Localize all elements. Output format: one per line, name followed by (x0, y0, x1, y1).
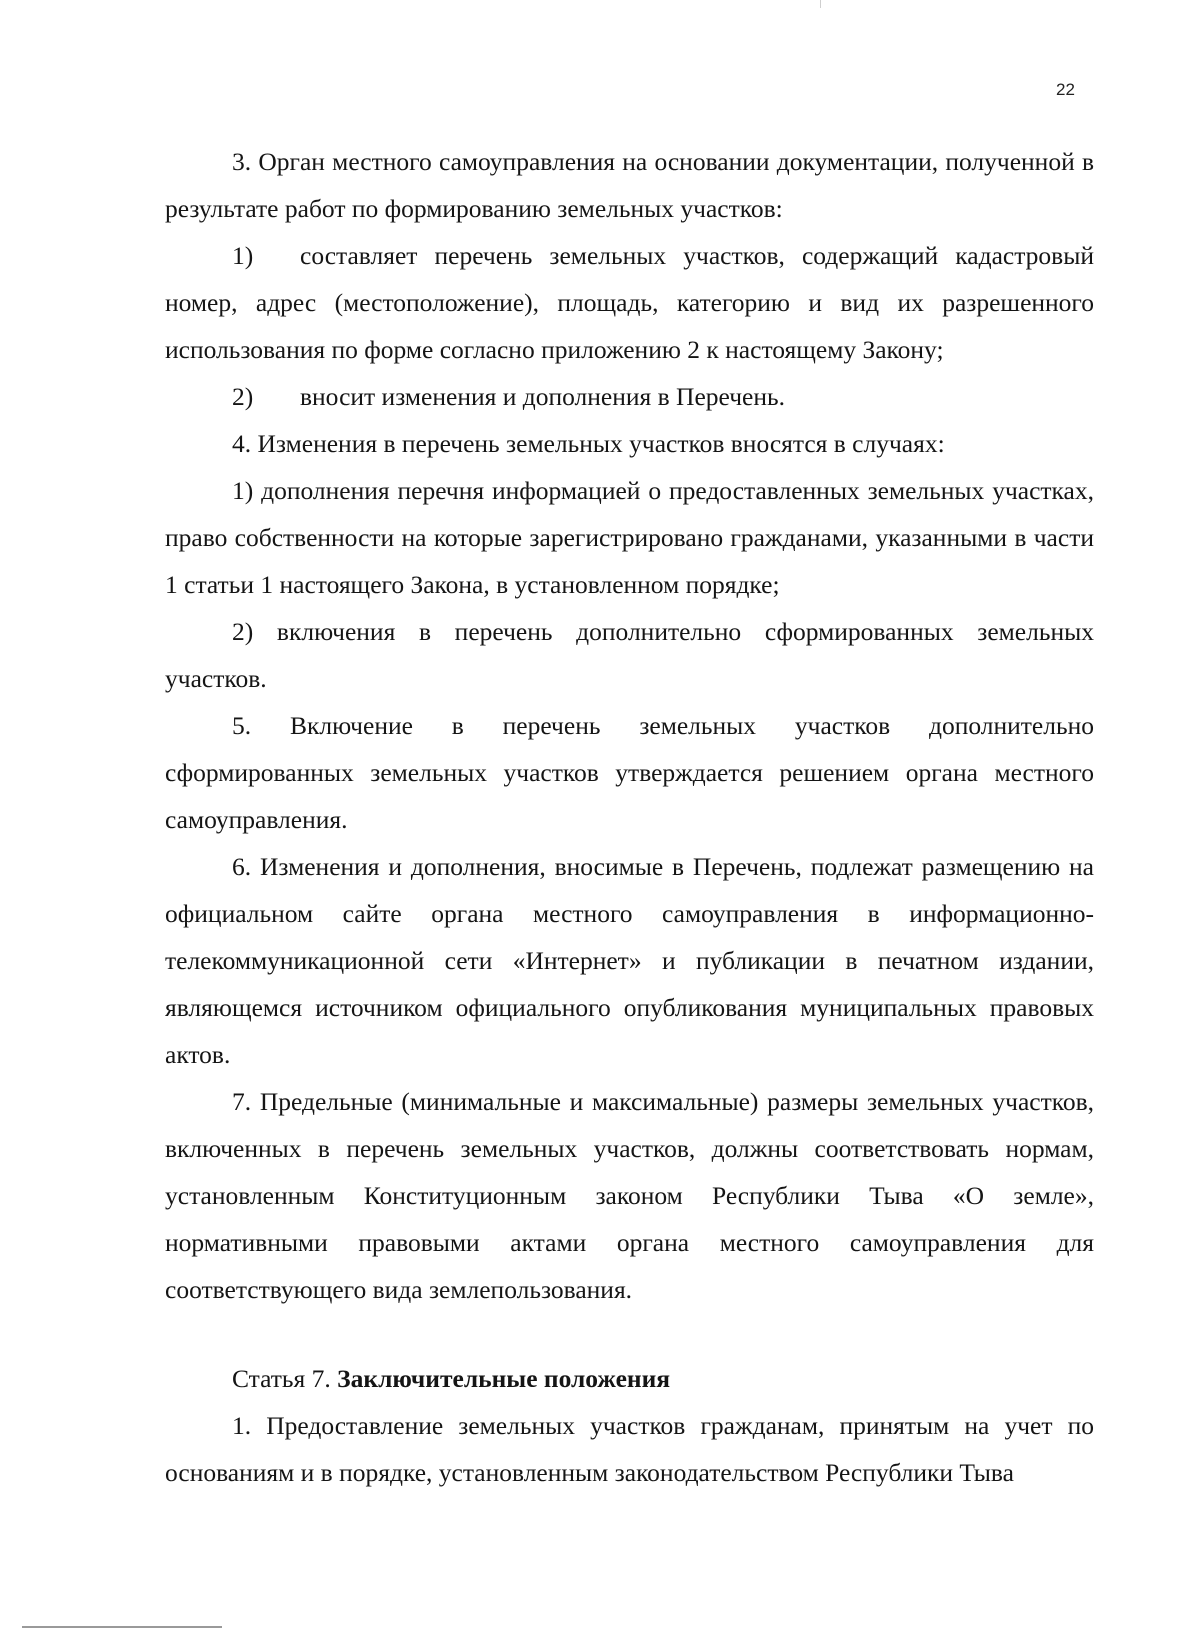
paragraph-text: 7. Предельные (минимальные и максимальные) размеры земельных участков, включенных в перечень земельных участков, должны соответствовать нормам, установленным Конституционным законом Республики Тыва «О земле», нормативными правовыми актами органа местного самоуправления для соответствующего вида землепользования. (165, 1087, 1094, 1304)
paragraph-text: 1. Предоставление земельных участков гражданам, принятым на учет по основаниям и в порядке, установленным законодательством Республики Тыва (165, 1411, 1094, 1487)
paragraph-text: вносит изменения и дополнения в Перечень. (300, 382, 785, 411)
list-number: 2) (232, 382, 254, 411)
paragraph-5 (165, 702, 1094, 843)
paragraph-text: 6. Изменения и дополнения, вносимые в Перечень, подлежат размещению на официальном сайте органа местного самоуправления в информационно-телекоммуникационной сети «Интернет» и публикации в печатном издании, являющемся источником официального опубликования муниципальных правовых актов. (165, 852, 1094, 1069)
paragraph-7 (165, 1078, 1094, 1313)
paragraph-3-item-2 (165, 373, 1094, 420)
article-title: Заключительные положения (337, 1364, 671, 1393)
scan-artifact-top (820, 0, 821, 8)
paragraph-text: 2) включения в перечень дополнительно сформированных земельных участков. (165, 617, 1094, 693)
paragraph-text: 3. Орган местного самоуправления на основании документации, полученной в результате работ по формированию земельных участков: (165, 147, 1094, 223)
paragraph-3-item-1 (165, 232, 1094, 373)
scan-artifact-bottom (22, 1626, 222, 1628)
paragraph-text: 1) дополнения перечня информацией о предоставленных земельных участках, право собственности на которые зарегистрировано гражданами, указанными в части 1 статьи 1 настоящего Закона, в установленном порядке; (165, 476, 1094, 599)
article-heading (165, 1355, 1094, 1402)
paragraph-text: 4. Изменения в перечень земельных участков вносятся в случаях: (232, 429, 945, 458)
paragraph-text: 5. Включение в перечень земельных участков дополнительно сформированных земельных участков утверждается решением органа местного самоуправления. (165, 711, 1094, 834)
paragraph-text: составляет перечень земельных участков, содержащий кадастровый номер, адрес (местоположение), площадь, категорию и вид их разрешенного использования по форме согласно приложению 2 к настоящему Закону; (165, 241, 1094, 364)
article-7-paragraph-1 (165, 1402, 1094, 1496)
list-number: 1) (232, 241, 254, 270)
paragraph-4 (165, 420, 1094, 467)
paragraph-3 (165, 138, 1094, 232)
page-number: 22 (1056, 80, 1075, 99)
paragraph-4-item-1 (165, 467, 1094, 608)
paragraph-4-item-2 (165, 608, 1094, 702)
paragraph-6 (165, 843, 1094, 1078)
article-prefix: Статья 7. (232, 1364, 331, 1393)
document-body (165, 138, 1094, 1496)
